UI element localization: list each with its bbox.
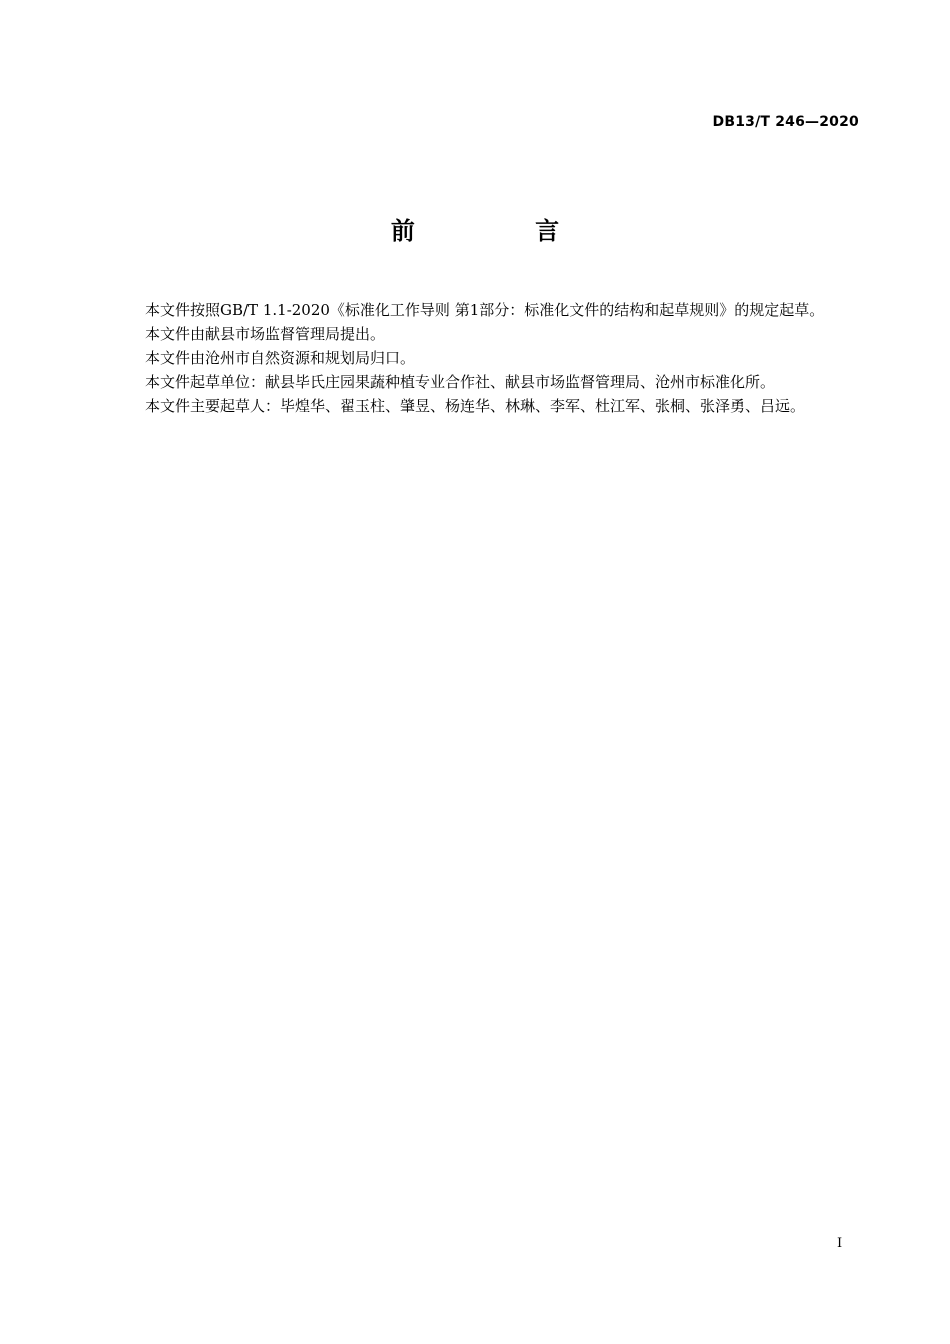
document-code: DB13/T 246—2020 <box>712 114 859 130</box>
page-number: I <box>837 1236 843 1251</box>
paragraph-drafters: 本文件主要起草人：毕煌华、翟玉柱、肇昱、杨连华、林琳、李军、杜江军、张桐、张泽勇、吕远。 <box>145 397 806 415</box>
foreword-body <box>113 298 860 418</box>
paragraph-proposed-by: 本文件由献县市场监督管理局提出。 <box>145 325 386 343</box>
paragraph-drafting-rules: 本文件按照GB/T 1.1-2020《标准化工作导则 第1部分：标准化文件的结构和起草规则》的规定起草。 <box>145 301 825 319</box>
paragraph-centralized-by: 本文件由沧州市自然资源和规划局归口。 <box>145 349 416 367</box>
paragraph-drafting-units: 本文件起草单位：献县毕氏庄园果蔬种植专业合作社、献县市场监督管理局、沧州市标准化所。 <box>145 373 776 391</box>
page-title: 前 言 <box>390 217 616 245</box>
